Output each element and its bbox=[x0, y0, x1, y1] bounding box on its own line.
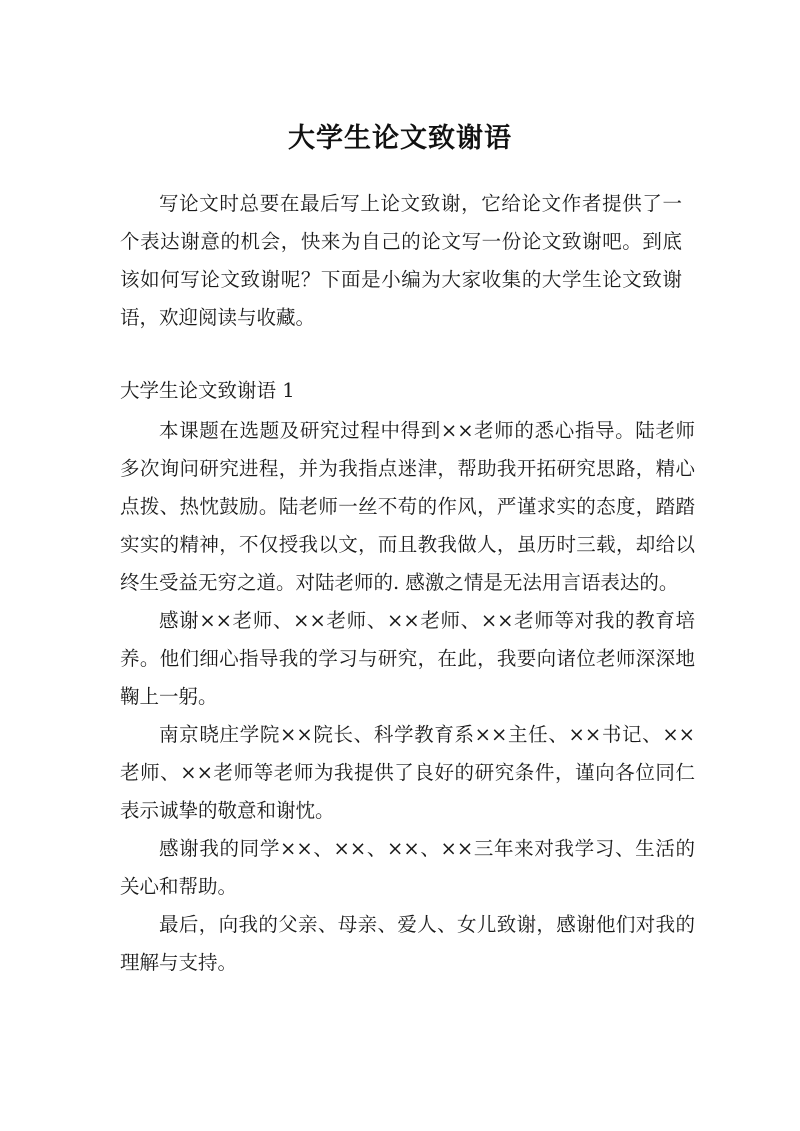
acknowledgement-paragraph-3: 南京晓庄学院××院长、科学教育系××主任、××书记、××老师、××老师等老师为我提供了良好的研究条件，谨向各位同仁表示诚挚的敬意和谢忱。 bbox=[120, 723, 695, 822]
intro-paragraph: 写论文时总要在最后写上论文致谢，它给论文作者提供了一个表达谢意的机会，快来为自己的论文写一份论文致谢吧。到底该如何写论文致谢呢？下面是小编为大家收集的大学生论文致谢语，欢迎阅读与收藏。 bbox=[120, 192, 682, 329]
acknowledgement-paragraph-5: 最后，向我的父亲、母亲、爱人、女儿致谢，感谢他们对我的理解与支持。 bbox=[120, 913, 695, 974]
acknowledgement-paragraph-4: 感谢我的同学××、××、××、××三年来对我学习、生活的关心和帮助。 bbox=[120, 837, 695, 898]
acknowledgement-paragraph-1: 本课题在选题及研究过程中得到××老师的悉心指导。陆老师多次询问研究进程，并为我指点迷津，帮助我开拓研究思路，精心点拨、热忱鼓励。陆老师一丝不苟的作风，严谨求实的态度，踏踏实实的精神，不仅授我以文，而且教我做人，虽历时三载，却给以终生受益无穷之道。对陆老师的. 感激之情是无法用言语表达的。 bbox=[120, 419, 695, 594]
section-heading: 大学生论文致谢语 1 bbox=[120, 379, 295, 402]
acknowledgement-body bbox=[120, 412, 695, 982]
document-title: 大学生论文致谢语 bbox=[288, 123, 512, 155]
acknowledgement-paragraph-2: 感谢××老师、××老师、××老师、××老师等对我的教育培养。他们细心指导我的学习与研究，在此，我要向诸位老师深深地鞠上一躬。 bbox=[120, 609, 695, 708]
